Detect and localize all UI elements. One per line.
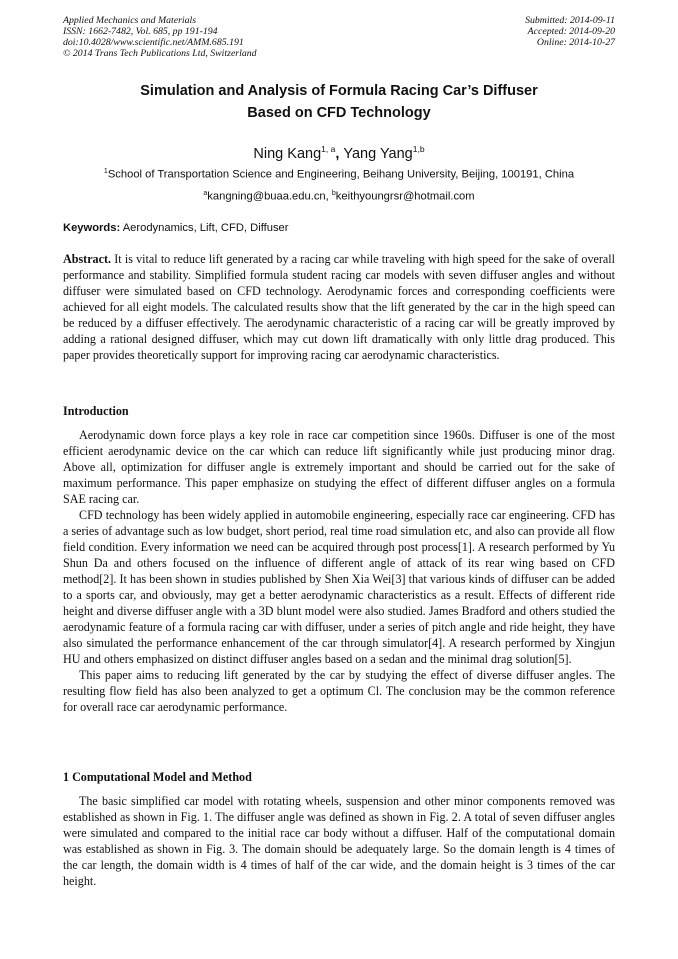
author-name: Yang Yang bbox=[343, 145, 413, 162]
section-1-body bbox=[63, 793, 615, 889]
title-line-1: Simulation and Analysis of Formula Racing Car’s Diffuser bbox=[140, 83, 538, 99]
author-name: Ning Kang bbox=[253, 145, 322, 162]
introduction-body bbox=[63, 427, 615, 715]
author-affiliation-mark: 1, a bbox=[321, 144, 336, 154]
abstract-label: Abstract. bbox=[63, 252, 112, 266]
journal-header bbox=[63, 15, 257, 59]
section-heading: 1 Computational Model and Method bbox=[63, 770, 252, 784]
online-date: Online: 2014-10-27 bbox=[536, 37, 615, 48]
paragraph: CFD technology has been widely applied in automobile engineering, especially race car engineering. CFD has a series of advantage such as low budget, short period, real time road simulation etc, and also can provide all flow field condition. Every information we need can be acquired through post process[1]. A research performed by Yu Shun Da and others focused on the influence of different angle of attack of its rear wing based on CFD method[2]. It has been shown in studies published by Shen Xia Wei[3] that various kinds of diffuser can be added to a sports car, and obviously, may get a better aerodynamic characteristics as a result. Effects of different ride height and diverse diffuser angle with a 3D blunt model were also studied. James Bradford and others studied the aerodynamic feature of a formula racing car with diffuser, under a series of pitch angle and ride height, they have also simulated the performance enhancement of the car through simulator[4]. A research performed by Xingjun HU and others emphasized on distinct diffuser angles based on a sedan and the minimal drag solution[5]. bbox=[63, 508, 615, 666]
email-address: kangning@buaa.edu.cn, bbox=[207, 190, 332, 203]
affiliation bbox=[63, 164, 615, 183]
journal-doi: doi:10.4028/www.scientific.net/AMM.685.191 bbox=[63, 37, 244, 48]
paragraph: The basic simplified car model with rotating wheels, suspension and other minor components removed was established as shown in Fig. 1. The diffuser angle was defined as shown in Fig. 2. A total of seven diffuser angles were simulated and compared to the initial race car body without a diffuser. Half of the computational domain was established as shown in Fig. 3. The domain should be adequately large. So the domain length is 4 times of the car length, the domain width is 4 times of half of the car wide, and the domain height is 3 times of the car height. bbox=[63, 794, 615, 888]
keywords-label: Keywords: bbox=[63, 222, 121, 234]
title-line-2: Based on CFD Technology bbox=[247, 105, 431, 121]
paragraph: Aerodynamic down force plays a key role in race car competition since 1960s. Diffuser is one of the most efficient aerodynamic device on the car which can reduce lift significantly while just producing minor drag. Above all, optimization for diffuser angle is extremely important and should be carried out for the sake of maximum performance. This paper emphasize on studying the effect of different diffuser angles on a formula SAE racing car. bbox=[63, 428, 615, 506]
dates-header bbox=[525, 15, 615, 48]
paper-title bbox=[63, 80, 615, 124]
affiliation-mark: 1 bbox=[103, 168, 108, 175]
email-address: keithyoungrsr@hotmail.com bbox=[335, 190, 475, 203]
keywords bbox=[63, 221, 615, 236]
paragraph: This paper aims to reducing lift generated by the car by studying the effect of diverse diffuser angles. The resulting flow field has also been analyzed to get a optimum Cl. The conclusion may be the common reference for overall race car aerodynamic performance. bbox=[63, 668, 615, 714]
accepted-date: Accepted: 2014-09-20 bbox=[527, 26, 615, 37]
abstract bbox=[63, 251, 615, 363]
journal-copyright: © 2014 Trans Tech Publications Ltd, Switzerland bbox=[63, 48, 257, 59]
author-emails bbox=[63, 186, 615, 205]
journal-name: Applied Mechanics and Materials bbox=[63, 15, 197, 26]
section-heading: Introduction bbox=[63, 404, 129, 418]
email-mark: b bbox=[331, 190, 336, 197]
journal-issn: ISSN: 1662-7482, Vol. 685, pp 191-194 bbox=[63, 26, 218, 37]
keywords-text: Aerodynamics, Lift, CFD, Diffuser bbox=[120, 222, 289, 234]
author-list bbox=[63, 140, 615, 163]
affiliation-text: School of Transportation Science and Engineering, Beihang University, Beijing, 100191, China bbox=[107, 168, 575, 181]
submitted-date: Submitted: 2014-09-11 bbox=[525, 15, 615, 26]
abstract-text: It is vital to reduce lift generated by a racing car while traveling with high speed for the sake of overall performance and stability. Simplified formula student racing car models with seven diffuser angles and without diffuser were simulated based on CFD technology. Aerodynamic forces and corresponding coefficients were achieved for all eight models. The calculated results show that the lift generated by the car in the high speed can be reduced by a diffuser effectively. The aerodynamic characteristic of a racing car will be greatly improved by adding a rational designed diffuser, which may cut down lift dramatically with only little drag produced. This paper provides theoretically support for improving racing car aerodynamic characteristics. bbox=[63, 252, 615, 362]
email-mark: a bbox=[203, 190, 208, 197]
author-affiliation-mark: 1,b bbox=[412, 144, 425, 154]
author-separator: , bbox=[335, 145, 344, 162]
